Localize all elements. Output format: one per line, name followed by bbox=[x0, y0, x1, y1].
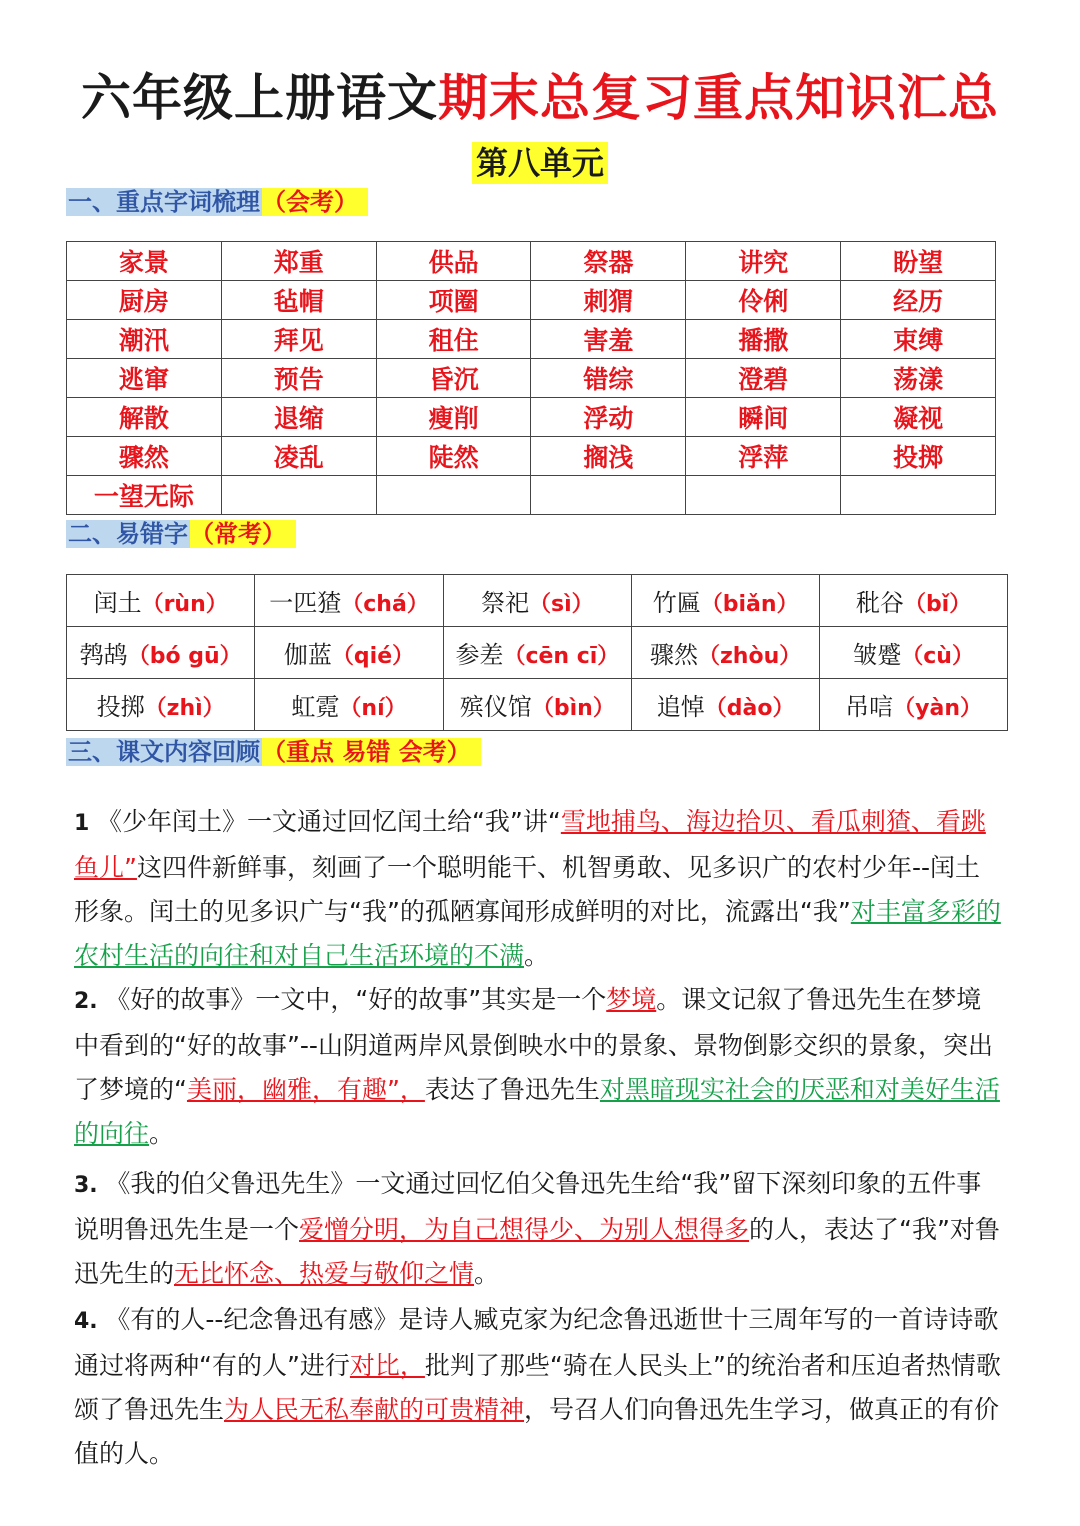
word-cell: 讲究 bbox=[686, 242, 841, 281]
word-cell: 祭器 bbox=[531, 242, 686, 281]
word-cell: 投掷 bbox=[841, 437, 996, 476]
error-char-word: 骤然 bbox=[650, 641, 698, 669]
key-point-red: 雪地捕鸟、海边拾贝、看瓜刺猹、看跳鱼儿” bbox=[74, 807, 986, 882]
paragraph-text: 《我的伯父鲁迅先生》一文通过回忆伯父鲁迅先生给“我”留下深刻印象的五件事说明鲁迅先生是一个 bbox=[74, 1169, 982, 1244]
error-char-pinyin: （bǐ） bbox=[903, 592, 972, 617]
error-char-cell bbox=[67, 575, 255, 627]
error-char-cell bbox=[632, 575, 820, 627]
title-red: 期末总复习重点知识汇总 bbox=[438, 69, 999, 127]
paragraph-number: 1 bbox=[74, 811, 97, 836]
title-black: 六年级上册语文 bbox=[81, 69, 438, 127]
error-char-cell bbox=[820, 627, 1008, 679]
word-cell: 拜见 bbox=[221, 320, 376, 359]
unit-label: 第八单元 bbox=[472, 142, 608, 184]
error-char-pinyin: （dào） bbox=[704, 696, 795, 721]
word-row bbox=[67, 281, 996, 320]
paragraph-text: 。 bbox=[474, 1259, 500, 1288]
error-char-word: 祭祀 bbox=[481, 589, 530, 617]
word-cell: 解散 bbox=[67, 398, 222, 437]
error-char-word: 投掷 bbox=[96, 693, 145, 721]
section-3-tag: （重点 易错 会考） bbox=[262, 738, 481, 766]
error-char-pinyin: （yàn） bbox=[893, 696, 983, 721]
error-char-word: 一匹猹 bbox=[269, 589, 342, 617]
word-cell: 荡漾 bbox=[841, 359, 996, 398]
word-row bbox=[67, 320, 996, 359]
word-cell: 预告 bbox=[221, 359, 376, 398]
word-cell: 供品 bbox=[376, 242, 531, 281]
section-3-heading bbox=[66, 734, 481, 770]
error-char-cell bbox=[255, 575, 443, 627]
paragraph-text: 《好的故事》一文中，“好的故事”其实是一个 bbox=[105, 985, 607, 1014]
error-char-word: 伽蓝 bbox=[283, 641, 332, 669]
section-1-tag: （会考） bbox=[262, 188, 368, 216]
error-char-pinyin: （rùn） bbox=[141, 592, 228, 617]
error-char-cell bbox=[820, 679, 1008, 731]
error-char-pinyin: （sì） bbox=[529, 592, 594, 617]
word-cell: 浮动 bbox=[531, 398, 686, 437]
key-point-red: 美丽，幽雅，有趣”， bbox=[186, 1075, 425, 1104]
paragraph-text: 。 bbox=[149, 1119, 175, 1148]
error-char-word: 鹁鸪 bbox=[79, 641, 128, 669]
error-char-pinyin: （cù） bbox=[901, 644, 974, 669]
paragraph-text: ，号召人们向鲁迅先生学习，做真正的有价值的人。 bbox=[74, 1395, 1000, 1468]
error-char-row bbox=[67, 679, 1008, 731]
paragraph-4 bbox=[74, 1298, 1004, 1476]
word-row bbox=[67, 242, 996, 281]
word-cell: 骤然 bbox=[67, 437, 222, 476]
key-point-green: 对黑暗现实社会的厌恶和对美好生活的向往 bbox=[74, 1075, 1000, 1148]
word-cell: 凝视 bbox=[841, 398, 996, 437]
word-cell bbox=[376, 476, 531, 515]
word-cell bbox=[221, 476, 376, 515]
paragraph-number: 3. bbox=[74, 1173, 106, 1198]
section-2-tag: （常考） bbox=[190, 520, 296, 548]
error-char-pinyin: （qié） bbox=[331, 644, 415, 669]
word-cell: 错综 bbox=[531, 359, 686, 398]
error-char-pinyin: （zhì） bbox=[144, 696, 225, 721]
word-cell: 厨房 bbox=[67, 281, 222, 320]
paragraph-text: 的人，表达了“我”对鲁迅先生的 bbox=[74, 1215, 1000, 1288]
error-char-word: 竹匾 bbox=[652, 589, 701, 617]
word-cell: 凌乱 bbox=[221, 437, 376, 476]
error-char-pinyin: （ní） bbox=[339, 696, 407, 721]
word-cell: 家景 bbox=[67, 242, 222, 281]
section-2-label: 二、易错字 bbox=[68, 520, 188, 548]
paragraph-text: 《少年闰土》一文通过回忆闰土给“我”讲“ bbox=[96, 807, 561, 836]
word-cell: 瞬间 bbox=[686, 398, 841, 437]
key-point-red: 爱憎分明，为自己想得少、为别人想得多 bbox=[299, 1215, 750, 1244]
paragraph-text: 《有的人--纪念鲁迅有感》是诗人臧克家为纪念鲁迅逝世十三周年写的一首诗诗歌通过将两种“有的人”进行 bbox=[74, 1305, 999, 1380]
paragraph-3 bbox=[74, 1162, 1004, 1296]
error-char-pinyin: （bó gū） bbox=[127, 644, 242, 669]
paragraph-text: 表达了鲁迅先生 bbox=[424, 1075, 600, 1104]
paragraph-text: 批判了那些“骑在人民头上”的统治者和压迫者热情歌颂了鲁迅先生 bbox=[74, 1351, 1001, 1424]
error-char-word: 参差 bbox=[455, 641, 504, 669]
error-char-cell bbox=[255, 627, 443, 679]
word-cell: 澄碧 bbox=[686, 359, 841, 398]
error-char-pinyin: （bìn） bbox=[531, 696, 615, 721]
word-cell: 浮萍 bbox=[686, 437, 841, 476]
paragraph-1 bbox=[74, 800, 1004, 978]
error-char-row bbox=[67, 627, 1008, 679]
key-words-table bbox=[66, 241, 996, 515]
paragraph-text: 。 bbox=[524, 941, 550, 970]
error-char-word: 秕谷 bbox=[855, 589, 904, 617]
error-char-cell bbox=[67, 679, 255, 731]
word-cell: 退缩 bbox=[221, 398, 376, 437]
paragraph-number: 4. bbox=[74, 1309, 106, 1334]
word-row bbox=[67, 476, 996, 515]
key-point-red: 梦境 bbox=[606, 985, 657, 1014]
error-char-word: 皱蹙 bbox=[853, 641, 902, 669]
word-cell: 郑重 bbox=[221, 242, 376, 281]
key-point-red: 为人民无私奉献的可贵精神 bbox=[224, 1395, 525, 1424]
paragraph-text: 这四件新鲜事，刻画了一个聪明能干、机智勇敢、见多识广的农村少年--闰土形象。闰土的见多识广与“我”的孤陋寡闻形成鲜明的对比，流露出“我” bbox=[74, 853, 980, 926]
error-char-cell bbox=[443, 679, 631, 731]
error-char-pinyin: （zhòu） bbox=[698, 644, 802, 669]
paragraph-text: 。课文记叙了鲁迅先生在梦境中看到的“好的故事”--山阴道两岸风景倒映水中的景象、景物倒影交织的景象，突出了梦境的“ bbox=[74, 985, 993, 1104]
section-2-heading bbox=[66, 516, 296, 552]
key-point-green: 对丰富多彩的农村生活的向往和对自己生活环境的不满 bbox=[74, 897, 1001, 970]
paragraph-number: 2. bbox=[74, 989, 106, 1014]
word-cell: 逃窜 bbox=[67, 359, 222, 398]
word-cell: 伶俐 bbox=[686, 281, 841, 320]
word-row bbox=[67, 359, 996, 398]
word-cell: 陡然 bbox=[376, 437, 531, 476]
error-char-cell bbox=[443, 575, 631, 627]
word-cell: 租住 bbox=[376, 320, 531, 359]
word-row bbox=[67, 437, 996, 476]
section-1-label: 一、重点字词梳理 bbox=[68, 188, 260, 216]
error-char-word: 虹霓 bbox=[291, 693, 340, 721]
error-char-word: 追悼 bbox=[656, 693, 705, 721]
word-cell bbox=[841, 476, 996, 515]
error-char-pinyin: （biǎn） bbox=[700, 592, 799, 617]
error-char-cell bbox=[632, 627, 820, 679]
word-cell: 项圈 bbox=[376, 281, 531, 320]
section-1-heading bbox=[66, 184, 368, 220]
error-char-word: 殡仪馆 bbox=[459, 693, 532, 721]
word-cell: 瘦削 bbox=[376, 398, 531, 437]
word-cell: 毡帽 bbox=[221, 281, 376, 320]
word-cell: 潮汛 bbox=[67, 320, 222, 359]
word-row bbox=[67, 398, 996, 437]
error-char-cell bbox=[67, 627, 255, 679]
error-chars-table bbox=[66, 574, 1008, 731]
word-cell: 搁浅 bbox=[531, 437, 686, 476]
error-char-pinyin: （cēn cī） bbox=[503, 644, 620, 669]
word-cell: 盼望 bbox=[841, 242, 996, 281]
error-char-pinyin: （chá） bbox=[341, 592, 429, 617]
word-cell bbox=[531, 476, 686, 515]
error-char-word: 吊唁 bbox=[845, 693, 894, 721]
error-char-cell bbox=[632, 679, 820, 731]
section-3-label: 三、课文内容回顾 bbox=[68, 738, 260, 766]
word-cell: 经历 bbox=[841, 281, 996, 320]
word-cell: 一望无际 bbox=[67, 476, 222, 515]
word-cell bbox=[686, 476, 841, 515]
word-cell: 刺猬 bbox=[531, 281, 686, 320]
key-point-red: 无比怀念、热爱与敬仰之情 bbox=[174, 1259, 475, 1288]
paragraph-2 bbox=[74, 978, 1004, 1156]
error-char-cell bbox=[820, 575, 1008, 627]
error-char-cell bbox=[443, 627, 631, 679]
word-cell: 播撒 bbox=[686, 320, 841, 359]
key-point-red: 对比， bbox=[349, 1351, 425, 1380]
word-cell: 害羞 bbox=[531, 320, 686, 359]
error-char-word: 闰土 bbox=[93, 589, 142, 617]
unit-heading bbox=[0, 138, 1080, 184]
page-title bbox=[0, 58, 1080, 130]
error-char-cell bbox=[255, 679, 443, 731]
error-char-row bbox=[67, 575, 1008, 627]
word-cell: 昏沉 bbox=[376, 359, 531, 398]
word-cell: 束缚 bbox=[841, 320, 996, 359]
